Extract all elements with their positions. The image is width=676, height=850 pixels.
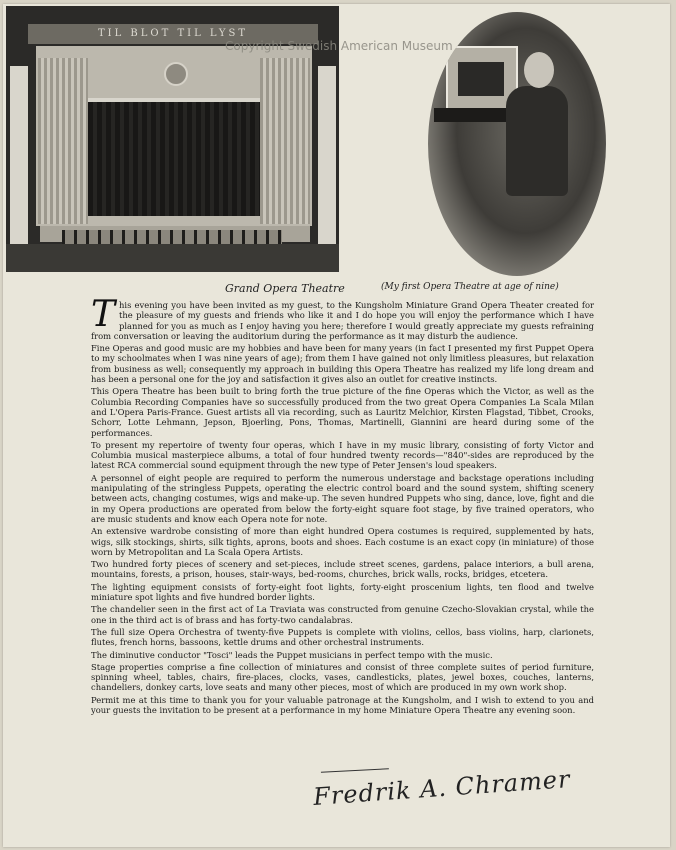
paragraph: The lighting equipment consists of forty-eight foot lights, forty-eight proscenium lights, ten flood and twelve miniature spot lights and five hundred border lights. (91, 581, 594, 603)
boy-body (506, 86, 568, 196)
caption-first-opera-theatre: (My first Opera Theatre at age of nine) (381, 282, 559, 292)
stage-curtain (88, 102, 260, 216)
right-wing-curtain (260, 58, 310, 224)
right-pillar (318, 66, 336, 266)
paragraph: To present my repertoire of twenty four operas, which I have in my music library, consisting of forty Victor and Columbia musical masterpiece albums, a total of four hundred twenty records—"840"-sides are reproduced by the latest RCA commercial sound equipment through the new type of Peter Jensen's loud speakers. (91, 439, 594, 471)
paragraph: This evening you have been invited as my guest, to the Kungsholm Miniature Grand Opera Theater created for the pleasure of my guests and friends who like it and I do hope you will enjoy the performance which I have planned for you as much as I enjoy having you here; therefore I would greatly appreciate my guests refraining from conversation or leaving the auditorium during the performance as it may disturb the audience. (91, 294, 594, 341)
drop-cap: T (91, 294, 116, 335)
paragraph: The chandelier seen in the first act of La Traviata was constructed from genuine Czecho-Slovakian crystal, while the one in the third act is of brass and has forty-two candalabras. (91, 604, 594, 625)
paragraph: An extensive wardrobe consisting of more than eight hundred Opera costumes is required, supplemented by hats, wigs, silk stockings, shirts, silk tights, aprons, boots and shoes. Each costume is an exact copy (in miniature) of those worn by Metropolitan and La Scala Opera Artists. (91, 526, 594, 557)
paragraph: A personnel of eight people are required to perform the numerous understage and backstage operations including manipulating of the stringless Puppets, operating the electric control board and the sound system, shifting scenery between acts, changing costumes, wigs and make-up. The seven hundred Puppets who sing, dance, love, fight and die in my Opera productions are operated from below the forty-eight square foot stage, by five trained operators, who are music students and know each Opera note for note. (91, 472, 594, 524)
copyright-watermark: Copyright Swedish American Museum (225, 39, 453, 53)
letter-body (91, 294, 594, 717)
theatre-banner: TIL BLOT TIL LYST (28, 24, 318, 44)
crest-icon (164, 62, 188, 86)
caption-grand-opera-theatre: Grand Opera Theatre (225, 282, 345, 295)
left-wing-curtain (38, 58, 88, 224)
left-pillar (10, 66, 28, 266)
orchestra-pit (6, 244, 339, 272)
boy-head (524, 52, 554, 88)
puppet-orchestra (62, 230, 282, 244)
paragraph: This Opera Theatre has been built to bring forth the true picture of the fine Operas which the Victor, as well as the Columbia Recording Companies have so successfully produced from the two great Opera Companies La Scala Milan and L'Opera Paris-France. Guest artists all via recording, such as Lauritz Melchior, Kirsten Flagstad, Tibbet, Crooks, Schorr, Lotte Lehmann, Jepson, Bjoerling, Pons, Thomas, Martinelli, Giannini are heard during some of the performances. (91, 386, 594, 438)
document-page (3, 4, 670, 847)
paragraph: Stage properties comprise a fine collection of miniatures and consist of three complete suites of period furniture, spinning wheel, tables, chairs, fire-places, clocks, vases, candlesticks, plates, jewel boxes, couches, lanterns, chandeliers, donkey carts, love seats and many other pieces, most of which are produced in my own work shop. (91, 661, 594, 693)
paragraph: Fine Operas and good music are my hobbies and have been for many years (in fact I presented my first Puppet Opera to my schoolmates when I was nine years of age); from them I have gained not only limitless pleasures, but relaxation from business as well; consequently my approach in building this Opera Theatre has realized my life long dream and has been a personal one for the joy and satisfaction it gives also an outlet for creative instincts. (91, 343, 594, 385)
paragraph: Two hundred forty pieces of scenery and set-pieces, include street scenes, gardens, palace interiors, a bull arena, mountains, forests, a prison, houses, stair-ways, bed-rooms, churches, brick walls, rocks, bridges, etcetera. (91, 559, 594, 580)
paragraph: The diminutive conductor "Tosci" leads the Puppet musicians in perfect tempo with the music. (91, 649, 493, 660)
signature: Fredrik A. Chramer (312, 765, 572, 811)
paragraph: The full size Opera Orchestra of twenty-five Puppets is complete with violins, cellos, bass violins, harp, clarionets, flutes, french horns, bassoons, kettle drums and other orchestral instruments. (91, 626, 594, 648)
signature-flourish (321, 768, 389, 777)
paragraph: Permit me at this time to thank you for your valuable patronage at the Kungsholm, and I wish to extend to you and your guests the invitation to be present at a performance in my home Miniature Opera Theatre any evening soon. (91, 694, 594, 715)
